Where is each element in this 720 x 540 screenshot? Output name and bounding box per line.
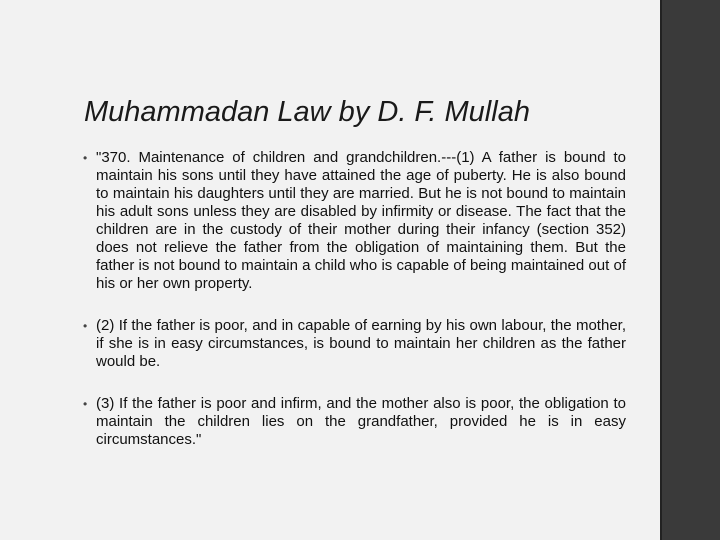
bullet-list bbox=[80, 149, 626, 473]
bullet-dot-icon: • bbox=[83, 397, 88, 411]
bullet-dot-icon: • bbox=[83, 319, 88, 333]
bullet-text: (2) If the father is poor, and in capable of earning by his own labour, the mother, if she is in easy circumstances, is bound to maintain her children as the father would be. bbox=[96, 317, 626, 370]
bullet-text: (3) If the father is poor and infirm, and the mother also is poor, the obligation to maintain the children lies on the grandfather, provided he is in easy circumstances." bbox=[96, 395, 626, 448]
bullet-dot-icon: • bbox=[83, 151, 88, 165]
slide-title: Muhammadan Law by D. F. Mullah bbox=[84, 96, 530, 128]
bullet-item bbox=[80, 395, 626, 449]
bullet-text: "370. Maintenance of children and grandchildren.---(1) A father is bound to maintain his sons until they have attained the age of puberty. He is also bound to maintain his daughters until they are married. But he is not bound to maintain his adult sons unless they are disabled by infirmity or disease. The fact that the children are in the custody of their mother during their infancy (section 352) does not relieve the father from the obligation of maintaining them. But the father is not bound to maintain a child who is capable of being maintained out of his or her own property. bbox=[96, 149, 626, 292]
side-bar bbox=[662, 0, 720, 540]
bullet-item bbox=[80, 317, 626, 371]
bullet-item bbox=[80, 149, 626, 293]
